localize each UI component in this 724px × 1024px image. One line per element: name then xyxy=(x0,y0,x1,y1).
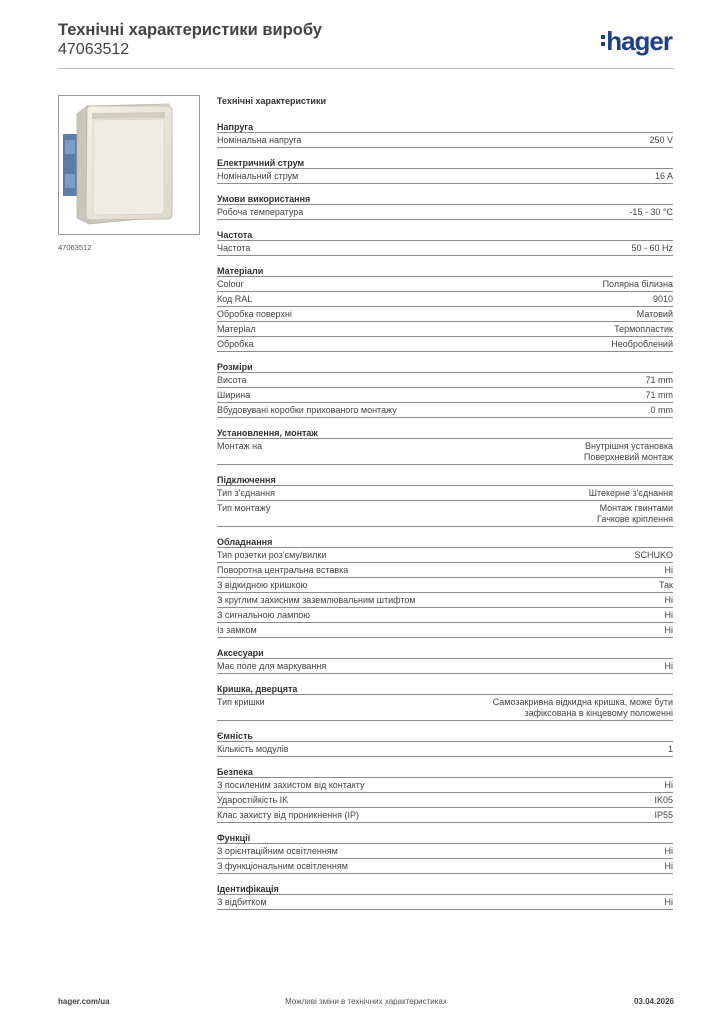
spec-value xyxy=(645,390,673,401)
spec-value-line: зафіксована в кінцевому положенні xyxy=(524,708,673,718)
spec-row xyxy=(217,337,673,352)
spec-value-line: Полярна білизна xyxy=(602,279,673,289)
spec-label: З відбитком xyxy=(217,897,267,907)
spec-group xyxy=(217,121,673,148)
spec-label: Матеріал xyxy=(217,324,256,334)
footer-website-link[interactable]: hager.com/ua xyxy=(58,997,110,1006)
spec-value xyxy=(668,744,673,755)
spec-row xyxy=(217,695,673,721)
spec-groups xyxy=(217,121,673,910)
product-code: 47063512 xyxy=(58,41,130,58)
spec-value-line: Матовий xyxy=(636,309,673,319)
spec-label: Номінальний струм xyxy=(217,171,299,181)
spec-label: Робоча температура xyxy=(217,207,304,217)
spec-group-title: Частота xyxy=(217,229,673,241)
spec-group xyxy=(217,683,673,721)
document-header xyxy=(58,20,674,70)
spec-value-line: 16 A xyxy=(654,171,673,181)
spec-group xyxy=(217,883,673,910)
spec-row xyxy=(217,403,673,418)
page-title: Технічні характеристики виробу xyxy=(58,21,322,39)
spec-row xyxy=(217,388,673,403)
socket-illustration-icon xyxy=(59,96,199,234)
spec-value xyxy=(654,795,673,806)
spec-value-line: 0 mm xyxy=(650,405,673,415)
spec-value-line: IP55 xyxy=(654,810,673,820)
spec-group xyxy=(217,361,673,418)
spec-row xyxy=(217,322,673,337)
specs-section xyxy=(217,95,673,919)
spec-value-line: Ні xyxy=(664,565,673,575)
spec-value-line: Так xyxy=(658,580,673,590)
spec-group-title: Ємність xyxy=(217,730,673,742)
spec-label: Висота xyxy=(217,375,247,385)
spec-group-title: Підключення xyxy=(217,474,673,486)
spec-value xyxy=(665,861,674,872)
spec-value-line: Самозакривна відкидна кришка, може бути xyxy=(492,697,673,707)
spec-row xyxy=(217,373,673,388)
spec-group xyxy=(217,474,673,527)
spec-value xyxy=(651,405,674,416)
spec-label: Частота xyxy=(217,243,251,253)
spec-value-line: 250 V xyxy=(649,135,673,145)
spec-label: Обробка поверхні xyxy=(217,309,292,319)
spec-value xyxy=(637,309,673,320)
spec-group xyxy=(217,766,673,823)
spec-row xyxy=(217,169,673,184)
spec-value-line: 71 mm xyxy=(645,390,673,400)
spec-value xyxy=(653,294,673,305)
spec-row xyxy=(217,563,673,578)
spec-value-line: Штекерне з'єднання xyxy=(588,488,673,498)
spec-label: Тип розетки роз'єму/вилки xyxy=(217,550,327,560)
spec-label: Кількість модулів xyxy=(217,744,289,754)
spec-value-line: -15 - 30 °C xyxy=(629,207,673,217)
spec-group xyxy=(217,427,673,465)
spec-value xyxy=(649,135,673,146)
spec-value xyxy=(589,488,673,499)
spec-row xyxy=(217,501,673,527)
spec-label: Тип кришки xyxy=(217,697,265,707)
spec-group-title: Ідентифікація xyxy=(217,883,673,895)
spec-row xyxy=(217,292,673,307)
logo-dots-icon xyxy=(601,35,605,49)
spec-label: З посиленим захистом від контакту xyxy=(217,780,365,790)
spec-label: Ширина xyxy=(217,390,251,400)
spec-value-line: SCHUKO xyxy=(634,550,673,560)
spec-group xyxy=(217,229,673,256)
spec-group xyxy=(217,832,673,874)
spec-group-title: Обладнання xyxy=(217,536,673,548)
spec-row xyxy=(217,133,673,148)
spec-value-line: Монтаж гвинтами xyxy=(599,503,673,513)
spec-group-title: Розміри xyxy=(217,361,673,373)
spec-group-title: Умови використання xyxy=(217,193,673,205)
hager-logo xyxy=(601,26,672,56)
spec-value xyxy=(654,810,673,821)
spec-group xyxy=(217,157,673,184)
spec-row xyxy=(217,793,673,808)
spec-value xyxy=(584,441,673,463)
spec-label: З відкидною кришкою xyxy=(217,580,308,590)
spec-row xyxy=(217,742,673,757)
spec-label: Вбудовувані коробки прихованого монтажу xyxy=(217,405,397,415)
spec-row xyxy=(217,578,673,593)
spec-value-line: Ні xyxy=(664,780,673,790)
spec-row xyxy=(217,608,673,623)
spec-value-line: Внутрішня установка xyxy=(585,441,673,451)
spec-row xyxy=(217,659,673,674)
spec-label: Тип з'єднання xyxy=(217,488,275,498)
spec-group-title: Аксесуари xyxy=(217,647,673,659)
spec-group-title: Установлення, монтаж xyxy=(217,427,673,439)
spec-value xyxy=(631,243,673,254)
spec-label: Ударостійкість IK xyxy=(217,795,289,805)
spec-value xyxy=(634,550,673,561)
spec-row xyxy=(217,548,673,563)
spec-group xyxy=(217,193,673,220)
spec-value-line: Ні xyxy=(664,625,673,635)
spec-group-title: Електричний струм xyxy=(217,157,673,169)
spec-value-line: Необроблений xyxy=(611,339,673,349)
spec-group xyxy=(217,647,673,674)
spec-group-title: Напруга xyxy=(217,121,673,133)
spec-value-line: Ні xyxy=(664,595,673,605)
spec-row xyxy=(217,205,673,220)
spec-label: Обробка xyxy=(217,339,254,349)
spec-value xyxy=(645,375,673,386)
spec-value xyxy=(659,580,673,591)
spec-label: З функціональним освітленням xyxy=(217,861,348,871)
specs-heading: Технічні характеристики xyxy=(217,96,326,106)
spec-label: Монтаж на xyxy=(217,441,263,451)
spec-value-line: 1 xyxy=(667,744,673,754)
spec-value xyxy=(597,503,673,525)
spec-value-line: Ні xyxy=(664,661,673,671)
spec-value xyxy=(665,595,674,606)
product-caption: 47063512 xyxy=(58,243,92,252)
spec-value xyxy=(665,610,674,621)
spec-group xyxy=(217,536,673,638)
spec-row xyxy=(217,859,673,874)
spec-row xyxy=(217,844,673,859)
spec-row xyxy=(217,241,673,256)
spec-value-line: Ні xyxy=(664,610,673,620)
spec-label: З круглим захисним заземлювальним штифтом xyxy=(217,595,416,605)
spec-value-line: Термопластик xyxy=(614,324,673,334)
spec-row xyxy=(217,486,673,501)
spec-value-line: 9010 xyxy=(652,294,673,304)
spec-label: З сигнальною лампою xyxy=(217,610,310,620)
spec-row xyxy=(217,307,673,322)
spec-value-line: IK05 xyxy=(654,795,673,805)
footer-note: Можливі зміни в технічних характеристиках xyxy=(285,997,447,1006)
spec-value xyxy=(629,207,673,218)
spec-value-line: Ні xyxy=(664,861,673,871)
spec-value-line: Ні xyxy=(664,846,673,856)
spec-value xyxy=(493,697,673,719)
spec-value-line: 50 - 60 Hz xyxy=(631,243,673,253)
spec-value xyxy=(665,780,674,791)
spec-group-title: Матеріали xyxy=(217,265,673,277)
spec-label: Клас захисту від проникнення (IP) xyxy=(217,810,360,820)
spec-value xyxy=(614,324,673,335)
spec-value xyxy=(665,661,674,672)
spec-value xyxy=(603,279,673,290)
spec-value xyxy=(655,171,673,182)
spec-row xyxy=(217,895,673,910)
spec-value-line: 71 mm xyxy=(645,375,673,385)
spec-value-line: Ні xyxy=(664,897,673,907)
spec-row xyxy=(217,808,673,823)
spec-label: Поворотна центральна вставка xyxy=(217,565,349,575)
spec-group xyxy=(217,730,673,757)
spec-row xyxy=(217,623,673,638)
logo-text: hager xyxy=(606,26,672,56)
spec-value xyxy=(665,897,674,908)
spec-label: Тип монтажу xyxy=(217,503,271,513)
spec-group xyxy=(217,265,673,352)
spec-row xyxy=(217,439,673,465)
spec-group-title: Кришка, дверцята xyxy=(217,683,673,695)
spec-label: Із замком xyxy=(217,625,257,635)
spec-row xyxy=(217,277,673,292)
header-divider xyxy=(58,68,674,69)
spec-value xyxy=(665,625,674,636)
spec-value xyxy=(611,339,673,350)
footer-date: 03.04.2026 xyxy=(633,997,674,1006)
spec-group-title: Функції xyxy=(217,832,673,844)
spec-label: Colour xyxy=(217,279,244,289)
spec-value-line: Гачкове кріплення xyxy=(597,514,673,524)
spec-label: Номінальна напруга xyxy=(217,135,302,145)
spec-value-line: Поверхневий монтаж xyxy=(583,452,673,462)
spec-label: З орієнтаційним освітленням xyxy=(217,846,338,856)
spec-row xyxy=(217,593,673,608)
spec-label: Має поле для маркування xyxy=(217,661,327,671)
spec-value xyxy=(665,565,674,576)
spec-group-title: Безпека xyxy=(217,766,673,778)
product-image-frame xyxy=(58,95,200,235)
spec-value xyxy=(665,846,674,857)
spec-label: Код RAL xyxy=(217,294,253,304)
spec-row xyxy=(217,778,673,793)
